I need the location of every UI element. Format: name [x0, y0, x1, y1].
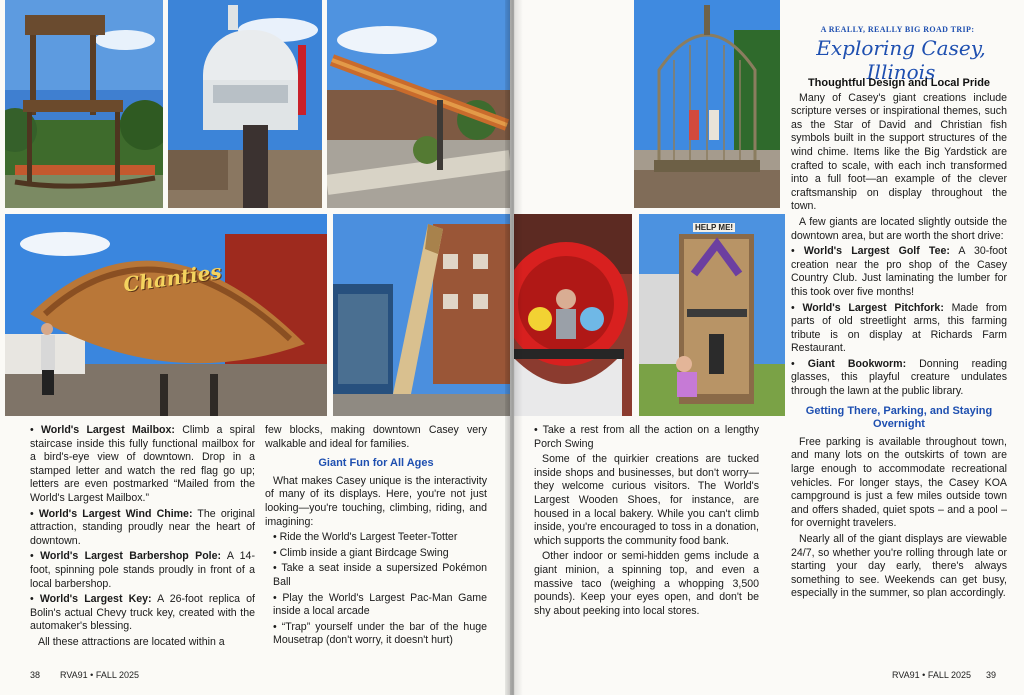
photo-birdcage	[634, 0, 780, 208]
interactivity-intro: What makes Casey unique is the interactivity of many of its displays. Here, you're not just looking—you're touching, climbing, riding, and imagining:	[265, 474, 487, 528]
right-issue-label: RVA91 • FALL 2025	[892, 670, 972, 680]
left-column-1	[30, 424, 255, 652]
right-page-number: 39	[986, 670, 997, 680]
bookworm-text: Donning reading glasses, this playful creature undulates through the lawn at the public library.	[791, 357, 1007, 398]
spine-gutter	[505, 0, 523, 695]
left-column-2	[265, 424, 487, 650]
mailbox-title: World's Largest Mailbox:	[40, 424, 175, 436]
article-kicker: A REALLY, REALLY BIG ROAD TRIP:	[820, 25, 975, 34]
mailbox-text: Climb a spiral staircase inside this fully functional mailbox for a bird's-eye view of downtown. Drop in a stamped letter and watch the red flag go up; letters are even postmarked “Mailed from the World's Largest Mailbox.”	[30, 424, 255, 504]
right-column-2	[791, 77, 1007, 603]
photo-taco	[5, 214, 327, 416]
section-heading-giant-fun: Giant Fun for All Ages	[318, 457, 434, 470]
pitchfork-title: World's Largest Pitchfork:	[802, 301, 944, 314]
key-entry	[30, 593, 255, 634]
article-title: Exploring Casey, Illinois	[816, 36, 986, 84]
left-page	[0, 0, 510, 695]
taco-sign: Chanties	[121, 259, 223, 297]
photo-mailbox	[168, 0, 322, 208]
wind-chime-title: World's Largest Wind Chime:	[38, 507, 193, 520]
pitchfork-text: Made from parts of old streetlight arms, this farming tribute is on display at Richards Farm Restaurant.	[791, 301, 1008, 355]
design-paragraph: Many of Casey's giant creations include scripture verses or inspirational themes, such as the Star of David and Christian fish symbols built in the support structures of the wind chime. Items like the Big Yardstick are crafted to scale, with each inch transformed into a full foot—an example of the clever craftsmanship on display throughout the town.	[791, 91, 1007, 213]
list-item: • Ride the World's Largest Teeter-Totter	[265, 531, 487, 545]
right-column-1	[534, 424, 759, 620]
left-page-number: 38	[30, 670, 41, 680]
wind-chime-entry	[30, 508, 255, 549]
left-issue-label: RVA91 • FALL 2025	[60, 670, 140, 680]
list-item: • Climb inside a giant Birdcage Swing	[265, 547, 487, 561]
key-text: A 26-foot replica of Bolin's actual Chevy truck key, created with the automaker's blessing.	[30, 593, 255, 633]
pitchfork-entry	[791, 302, 1007, 356]
photo-pencil	[327, 0, 510, 208]
section-heading-design: Thoughtful Design and Local Pride	[807, 77, 991, 89]
golf-tee-title: World's Largest Golf Tee:	[803, 245, 950, 258]
porch-swing-item: • Take a rest from all the action on a lengthy Porch Swing	[534, 424, 759, 451]
photo-pokemon-ball	[514, 214, 632, 416]
viewing-hours-paragraph: Nearly all of the giant displays are viewable 24/7, so whether you're rolling through late or starting your day early, there's always something to see. Weekends can get busy, especially in the summer, so plan accordingly.	[791, 533, 1007, 600]
photo-rocking-chair	[5, 0, 163, 208]
bookworm-title: Giant Bookworm:	[807, 357, 907, 370]
list-item: • Play the World's Largest Pac-Man Game inside a local arcade	[265, 592, 487, 619]
list-item: • “Trap” yourself under the bar of the huge Mousetrap (don't worry, it doesn't hurt)	[265, 621, 487, 648]
quirky-creations-paragraph: Some of the quirkier creations are tucked inside shops and businesses, but don't worry—they welcome curious visitors. The World's Largest Wooden Shoes, for instance, are housed in a local bakery. While you can't climb inside, you're encouraged to toss in a donation, which supports the community food bank.	[534, 453, 759, 547]
hidden-gems-paragraph: Other indoor or semi-hidden gems include a giant minion, a spinning top, and even a massive taco (weighing a whopping 3,500 pounds). Keep your eyes open, and don't be shy about peeking into local stores.	[534, 550, 759, 617]
mousetrap-sign: HELP ME!	[695, 223, 734, 232]
parking-paragraph: Free parking is available throughout town, and many lots on the outskirts of town are large enough to accommodate recreational vehicles. For longer stays, the Casey KOA campground is just a few miles outside town and offers shaded, quiet spots – and a pool – for overnight travelers.	[791, 435, 1007, 530]
mailbox-entry	[30, 424, 255, 506]
photo-mousetrap	[639, 214, 785, 416]
barbershop-pole-text: A 14-foot, spinning pole stands proudly in front of a local barbershop.	[30, 550, 255, 590]
key-title: World's Largest Key:	[39, 593, 152, 606]
photo-bat	[333, 214, 510, 416]
right-page	[514, 0, 1024, 695]
list-item: • Take a seat inside a supersized Pokémon Ball	[265, 562, 487, 589]
golf-tee-text: A 30-foot creation near the pro shop of the Casey Country Club. Just laminating the lumber for this took over five months!	[791, 245, 1008, 298]
wind-chime-text: The original attraction, standing proudly near the heart of downtown.	[30, 507, 255, 547]
barbershop-pole-title: World's Largest Barbershop Pole:	[40, 550, 222, 563]
golf-tee-entry	[791, 245, 1007, 299]
continued-paragraph: few blocks, making downtown Casey very walkable and ideal for families.	[265, 424, 487, 450]
barbershop-pole-entry	[30, 550, 255, 591]
section-heading-parking: Getting There, Parking, and Staying Overnight	[805, 404, 993, 431]
outside-downtown-paragraph: A few giants are located slightly outside the downtown area, but are worth the short drive:	[791, 215, 1007, 242]
closing-paragraph: All these attractions are located within a	[38, 635, 225, 648]
bookworm-entry	[791, 358, 1007, 399]
